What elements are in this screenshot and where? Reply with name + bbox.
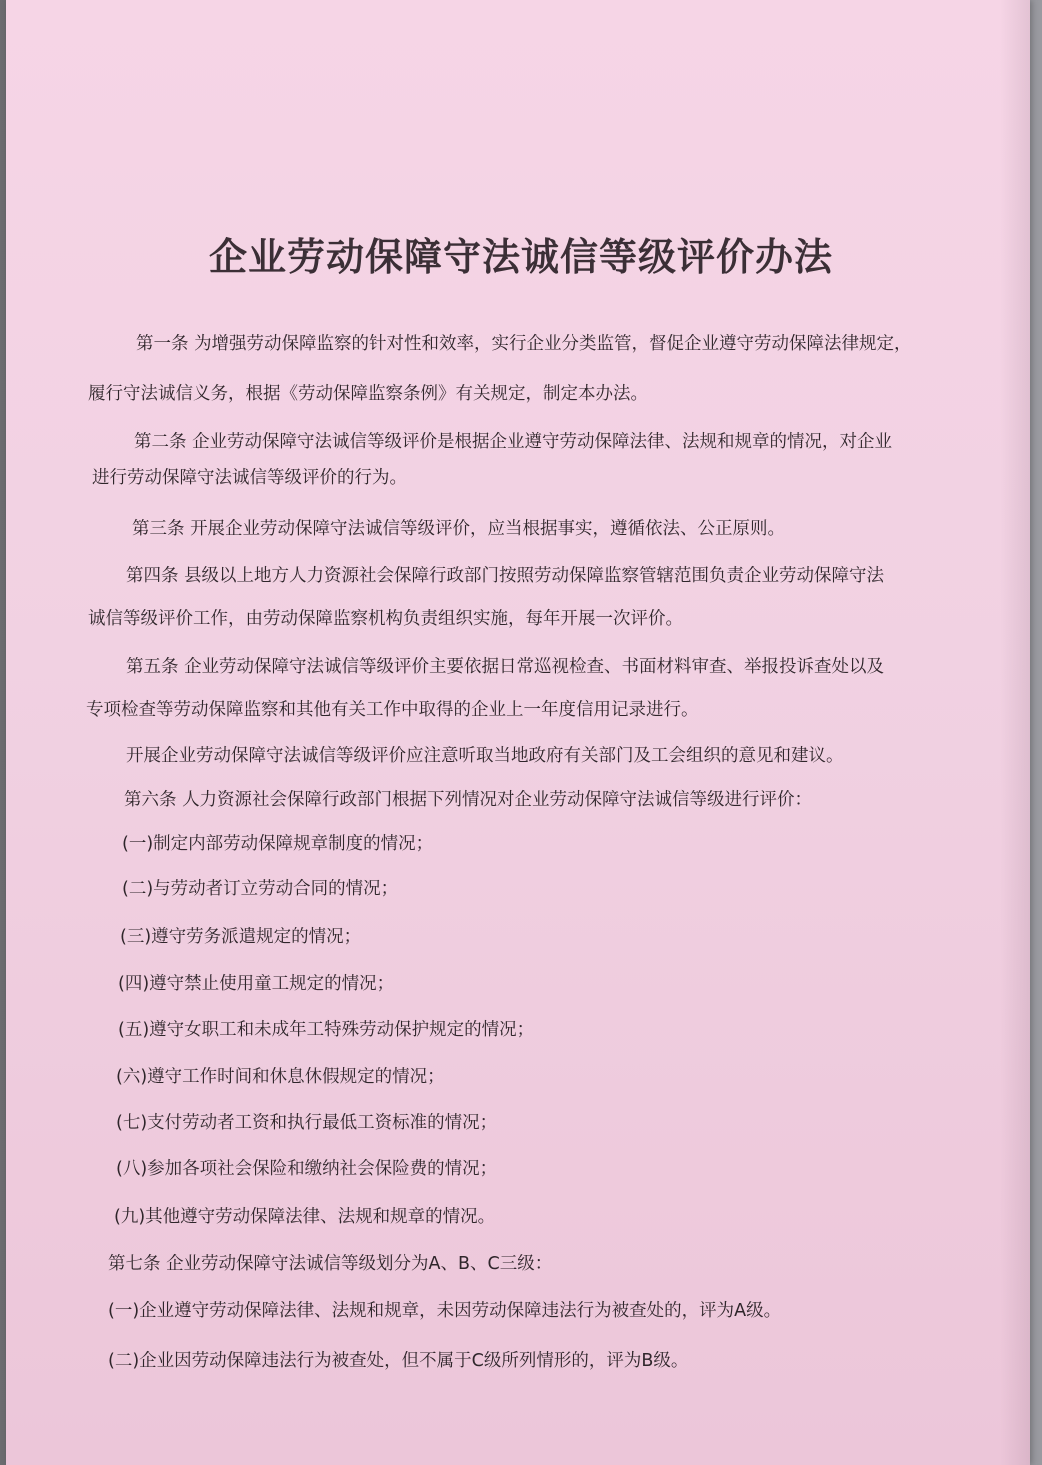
- article-6-item-4: (四)遵守禁止使用童工规定的情况；: [118, 974, 395, 994]
- article-6-item-5: (五)遵守女职工和未成年工特殊劳动保护规定的情况；: [118, 1020, 535, 1040]
- article-6-item-3: (三)遵守劳务派遣规定的情况；: [120, 927, 362, 947]
- article-6-item-6: (六)遵守工作时间和休息休假规定的情况；: [116, 1067, 445, 1087]
- article-7-line: 第七条 企业劳动保障守法诚信等级划分为A、B、C三级：: [108, 1254, 553, 1274]
- article-2-line-2: 进行劳动保障守法诚信等级评价的行为。: [92, 468, 407, 488]
- article-1-line-2: 履行守法诚信义务，根据《劳动保障监察条例》有关规定，制定本办法。: [88, 384, 648, 404]
- article-5-line-1: 第五条 企业劳动保障守法诚信等级评价主要依据日常巡视检查、书面材料审查、举报投诉查处以及: [126, 657, 885, 677]
- article-5-line-2: 专项检查等劳动保障监察和其他有关工作中取得的企业上一年度信用记录进行。: [86, 700, 699, 720]
- document-title: 企业劳动保障守法诚信等级评价办法: [208, 234, 833, 279]
- article-6-line: 第六条 人力资源社会保障行政部门根据下列情况对企业劳动保障守法诚信等级进行评价：: [124, 790, 813, 810]
- article-6-item-9: (九)其他遵守劳动保障法律、法规和规章的情况。: [114, 1207, 496, 1227]
- article-6-item-8: (八)参加各项社会保险和缴纳社会保险费的情况；: [116, 1159, 498, 1179]
- article-3-line: 第三条 开展企业劳动保障守法诚信等级评价，应当根据事实，遵循依法、公正原则。: [132, 519, 786, 539]
- article-4-line-1: 第四条 县级以上地方人力资源社会保障行政部门按照劳动保障监察管辖范围负责企业劳动保障守法: [126, 566, 885, 586]
- article-6-item-1: (一)制定内部劳动保障规章制度的情况；: [122, 834, 434, 854]
- article-6-item-2: (二)与劳动者订立劳动合同的情况；: [122, 879, 399, 899]
- article-2-line-1: 第二条 企业劳动保障守法诚信等级评价是根据企业遵守劳动保障法律、法规和规章的情况，对企业: [134, 432, 893, 452]
- article-1-line-1: 第一条 为增强劳动保障监察的针对性和效率，实行企业分类监管，督促企业遵守劳动保障法律规定，: [136, 334, 912, 354]
- article-7-item-2: (二)企业因劳动保障违法行为被查处，但不属于C级所列情形的，评为B级。: [108, 1351, 689, 1371]
- article-7-item-1: (一)企业遵守劳动保障法律、法规和规章，未因劳动保障违法行为被查处的，评为A级。: [108, 1301, 782, 1321]
- article-5-paragraph-2: 开展企业劳动保障守法诚信等级评价应注意听取当地政府有关部门及工会组织的意见和建议。: [126, 746, 844, 766]
- document-page: [6, 0, 1030, 1465]
- article-4-line-2: 诚信等级评价工作，由劳动保障监察机构负责组织实施，每年开展一次评价。: [88, 609, 683, 629]
- article-6-item-7: (七)支付劳动者工资和执行最低工资标准的情况；: [116, 1113, 498, 1133]
